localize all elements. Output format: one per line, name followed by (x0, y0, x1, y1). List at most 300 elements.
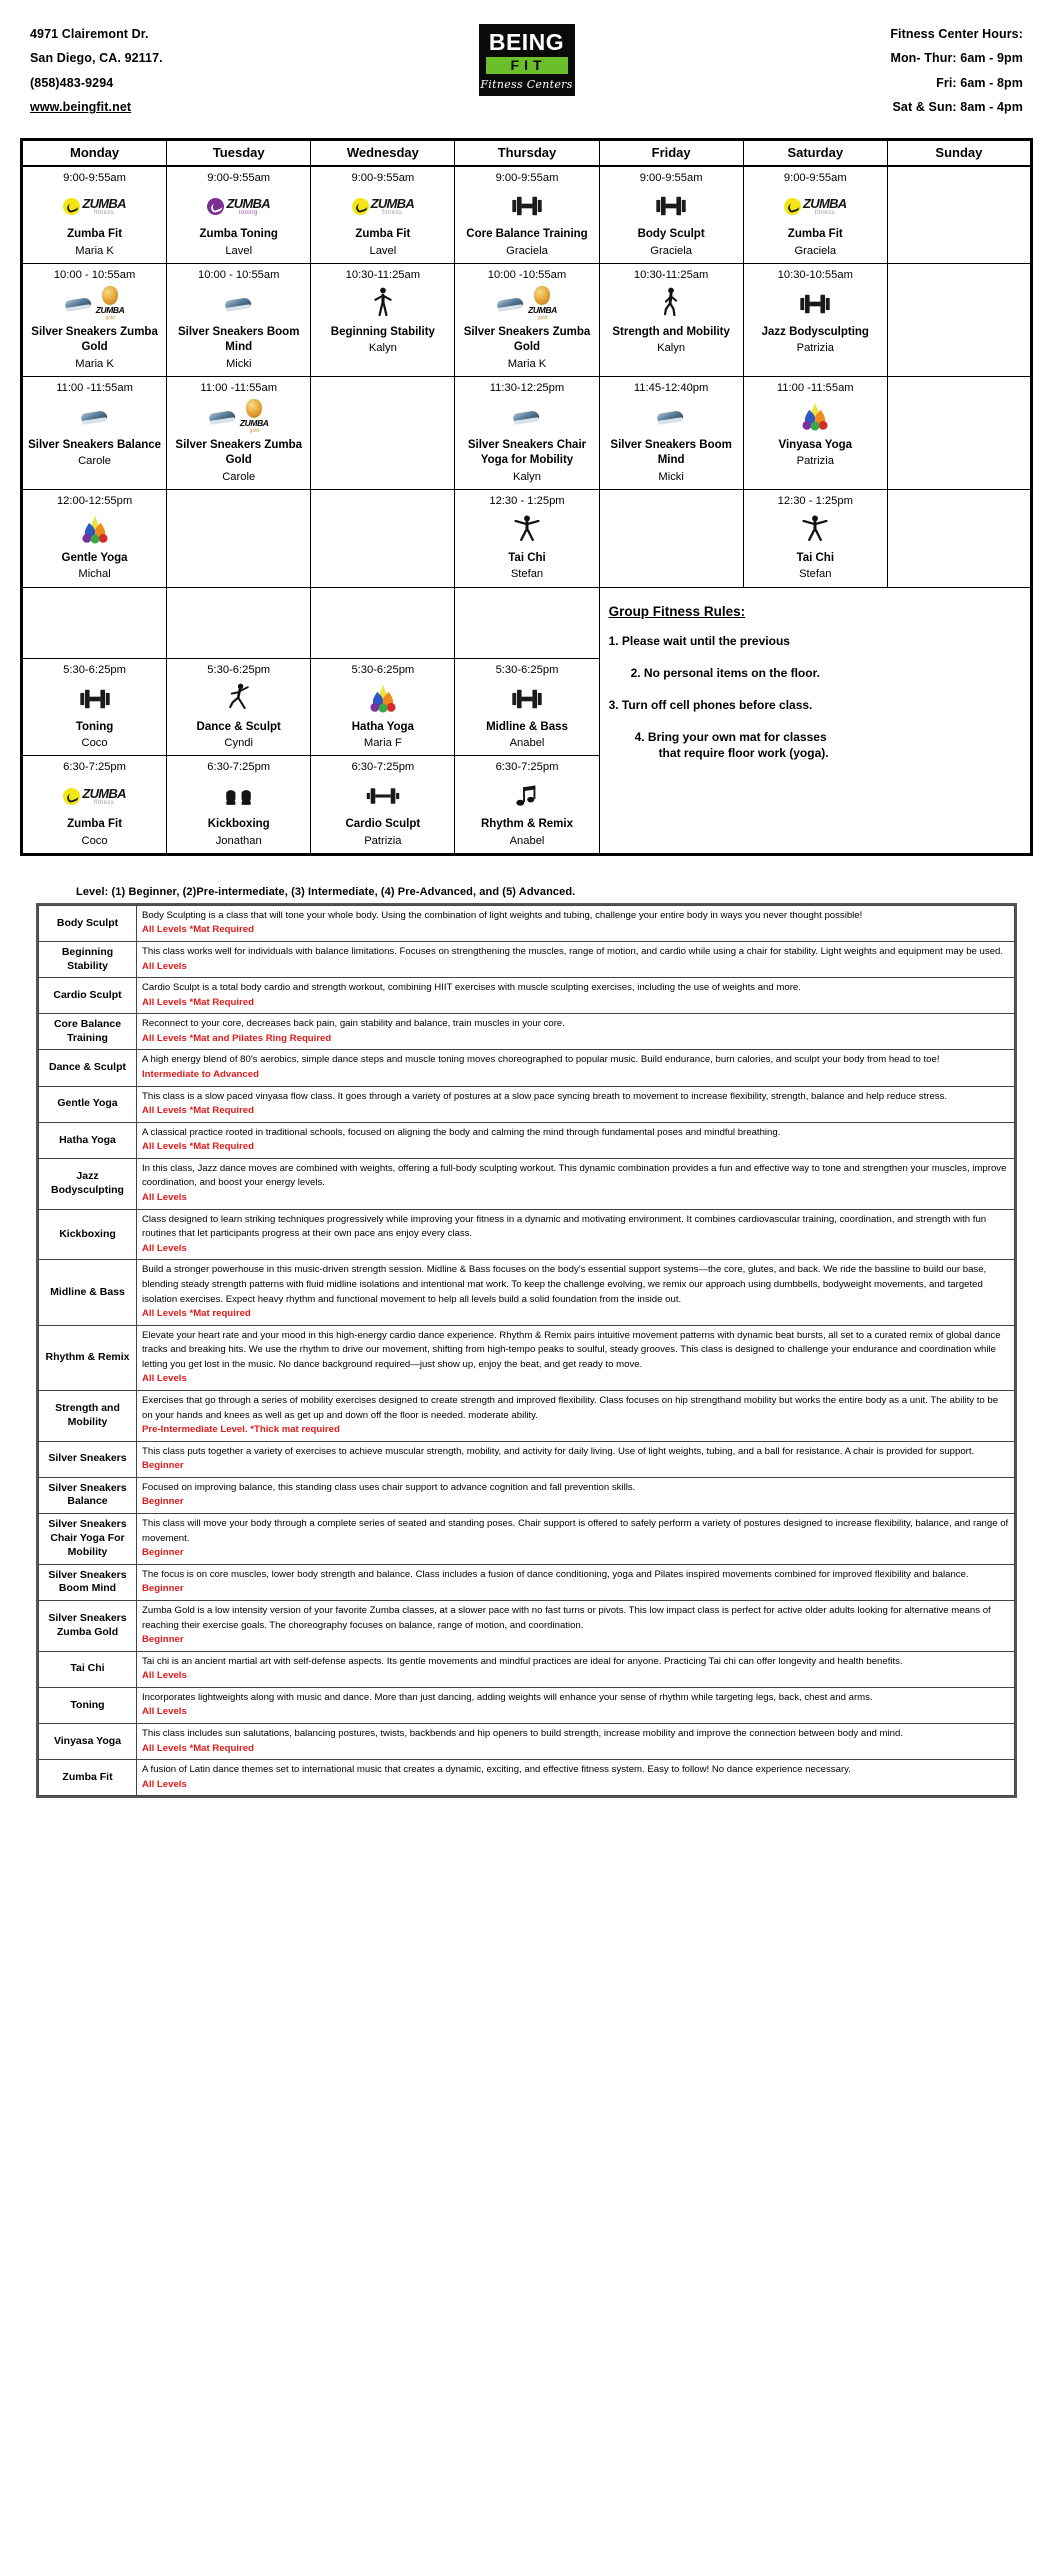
class-icon (497, 287, 557, 321)
address-line-1: 4971 Clairemont Dr. (30, 27, 149, 41)
class-cell[interactable] (23, 166, 167, 264)
description-class-name: Silver Sneakers Balance (39, 1477, 137, 1513)
description-body: This class puts together a variety of exercises to achieve muscular strength, mobility, and activity for daily living. Use of light weights, tubing, and a ball for resistance. A chair is provided for support. (142, 1445, 975, 1457)
description-text (137, 905, 1015, 941)
class-name: Silver Sneakers Boom Mind (610, 438, 732, 467)
class-cell[interactable] (167, 658, 311, 756)
day-header-friday: Friday (599, 140, 743, 166)
description-body: Reconnect to your core, decreases back pain, gain stability and balance, train muscles in your core. (142, 1018, 565, 1030)
description-body: Cardio Sculpt is a total body cardio and strength workout, combining HIIT exercises with muscle sculpting exercises, including the use of weights and more. (142, 982, 801, 994)
class-instructor: Micki (225, 357, 252, 370)
class-icon (801, 513, 829, 547)
dumbbell-icon (654, 194, 688, 218)
description-row (39, 1441, 1015, 1477)
description-text (137, 1723, 1015, 1759)
day-header-wednesday: Wednesday (311, 140, 455, 166)
description-body: This class works well for individuals with balance limitations. Focuses on strengthening the muscles, range of motion, and cardio while using a chair for stability. Light weights and equipment may be used. (142, 945, 1004, 957)
class-time: 12:00-12:55pm (56, 495, 133, 508)
class-time: 5:30-6:25pm (63, 663, 126, 676)
description-class-name: Core Balance Training (39, 1014, 137, 1050)
class-time: 5:30-6:25pm (495, 663, 559, 676)
class-name: Beginning Stability (330, 325, 435, 338)
class-time: 11:00 -11:55am (776, 382, 854, 395)
description-level-note: All Levels (142, 960, 187, 972)
class-instructor: Lavel (225, 244, 253, 257)
description-class-name: Zumba Fit (39, 1760, 137, 1796)
class-icon (660, 287, 682, 321)
description-text (137, 1158, 1015, 1209)
description-level-note: All Levels *Mat Required (142, 1105, 254, 1117)
class-cell[interactable] (455, 166, 599, 264)
class-name: Silver Sneakers Zumba Gold (175, 438, 302, 467)
group-fitness-rules (599, 587, 1030, 853)
class-time: 9:00-9:55am (783, 171, 847, 184)
description-body: Incorporates lightweights along with music and dance. More than just dancing, adding weights will enhance your sense of rhythm while targeting legs, back, chest and arms. (142, 1691, 873, 1703)
class-time: 6:30-7:25pm (63, 761, 126, 774)
class-name: Cardio Sculpt (345, 818, 421, 831)
class-instructor: Stefan (510, 568, 544, 581)
description-class-name: Rhythm & Remix (39, 1325, 137, 1390)
description-level-note: All Levels *Mat Required (142, 996, 254, 1008)
class-cell[interactable] (311, 166, 455, 264)
class-time: 11:45-12:40pm (633, 382, 709, 395)
description-body: Tai chi is an ancient martial art with self-defense aspects. Its gentle movements and mindful practices are ideal for anyone. Practicing Tai chi can offer longevity and health benefits. (142, 1655, 903, 1667)
sneaker-zumba-gold-icon: ZUMBA gold (209, 399, 269, 434)
class-icon (78, 682, 112, 716)
rules-title: Group Fitness Rules: (608, 603, 746, 619)
address-line-2: San Diego, CA. 92117. (30, 51, 163, 66)
class-descriptions-table (36, 903, 1017, 1798)
description-row (39, 1086, 1015, 1122)
class-cell[interactable] (455, 658, 599, 756)
empty-cell (599, 490, 743, 588)
class-time: 6:30-7:25pm (351, 761, 415, 774)
description-body: A fusion of Latin dance themes set to international music that creates a dynamic, exciting, and effective fitness system. Easy to follow! No dance experience necessary. (142, 1764, 851, 1776)
logo-being-text: BEING (488, 28, 565, 55)
class-name: Rhythm & Remix (480, 818, 573, 831)
class-name: Hatha Yoga (351, 720, 414, 733)
class-time: 6:30-7:25pm (207, 761, 271, 774)
class-name: Tai Chi (508, 551, 546, 564)
hours-title: Fitness Center Hours: (890, 27, 1023, 41)
description-level-note: All Levels (142, 1242, 187, 1254)
class-cell[interactable] (23, 377, 167, 490)
description-class-name: Hatha Yoga (39, 1122, 137, 1158)
class-name: Silver Sneakers Chair Yoga for Mobility (467, 438, 587, 467)
class-cell[interactable] (599, 166, 743, 264)
class-name: Zumba Fit (67, 228, 123, 241)
class-cell[interactable] (23, 756, 167, 854)
class-name: Zumba Fit (67, 818, 123, 831)
description-row (39, 941, 1015, 977)
class-icon (227, 682, 251, 716)
description-level-note: All Levels (142, 1373, 187, 1385)
empty-cell (455, 587, 599, 658)
dumbbell-icon (798, 292, 832, 316)
class-icon (223, 779, 254, 813)
description-class-name: Beginning Stability (39, 941, 137, 977)
description-text (137, 1050, 1015, 1086)
class-icon (207, 189, 269, 223)
class-time: 10:30-11:25am (345, 269, 421, 282)
class-icon (80, 513, 110, 547)
sneaker-icon (513, 409, 541, 424)
description-row (39, 1651, 1015, 1687)
class-cell[interactable] (743, 264, 887, 377)
class-instructor: Micki (658, 470, 684, 483)
empty-cell (887, 166, 1030, 264)
zumba-fitness-icon: ZUMBA fitness (352, 197, 414, 216)
hours-line-1: Mon- Thur: 6am - 9pm (890, 51, 1023, 66)
empty-cell (167, 587, 311, 658)
description-text (137, 1514, 1015, 1565)
class-instructor: Graciela (794, 244, 837, 257)
class-name: Dance & Sculpt (196, 720, 281, 733)
description-row (39, 1391, 1015, 1442)
class-name: Jazz Bodysculpting (761, 325, 869, 338)
class-name: Silver Sneakers Zumba Gold (31, 325, 158, 354)
description-class-name: Tai Chi (39, 1651, 137, 1687)
description-row (39, 1014, 1015, 1050)
class-cell[interactable] (455, 264, 599, 377)
empty-cell (887, 377, 1030, 490)
class-instructor: Coco (81, 737, 108, 750)
description-row (39, 978, 1015, 1014)
description-text (137, 978, 1015, 1014)
zumba-fitness-icon: ZUMBA fitness (63, 197, 125, 216)
class-instructor: Kalyn (512, 470, 541, 483)
day-header-thursday: Thursday (455, 140, 599, 166)
class-time: 10:30-11:25am (633, 269, 709, 282)
class-instructor: Graciela (506, 244, 548, 257)
description-level-note: Beginner (142, 1634, 184, 1646)
description-body: Focused on improving balance, this standing class uses chair support to advance cognition and fall prevention skills. (142, 1481, 636, 1493)
description-body: Class designed to learn striking techniques progressively while improving your fitness in a dynamic and motivating environment. It combines cardiovascular training, coordination, and strength with fun routines that let participants progress at their own pace ans enjoy every class. (142, 1213, 987, 1240)
class-icon (798, 287, 832, 321)
yoga-flame-icon (800, 401, 830, 432)
class-instructor: Kalyn (657, 342, 686, 355)
rules-row (23, 587, 1031, 658)
logo-fit-text: FIT (486, 57, 568, 75)
description-text (137, 1391, 1015, 1442)
class-name: Tai Chi (796, 551, 835, 564)
rule-item: 1. Please wait until the previous (608, 633, 790, 648)
class-name: Core Balance Training (466, 228, 588, 241)
description-body: Body Sculpting is a class that will tone your whole body. Using the combination of light weights and tubing, challenge your entire body in ways you never thought possible! (142, 909, 863, 921)
class-instructor: Graciela (650, 244, 692, 257)
rule-item: 3. Turn off cell phones before class. (608, 698, 813, 713)
class-icon (352, 189, 414, 223)
description-body: Elevate your heart rate and your mood in this high-energy cardio dance experience. Rhythm & Remix pairs intuitive movement patterns with dynamic beat bursts, all set to a curated remix of global dance tracks and breaking hits. We use the rhythm to drive our movement, shifting from high-tempo peaks to soulful, steady grooves. This class is designed to challenge your endurance and coordination while letting you get lost in the music. No dance background required—just show up, enjoy the beat, and get ready to move. (142, 1329, 1001, 1370)
description-level-note: Pre-Intermediate Level. *Thick mat required (142, 1424, 340, 1436)
description-level-note: All Levels (142, 1670, 187, 1682)
description-class-name: Kickboxing (39, 1209, 137, 1260)
description-row (39, 1477, 1015, 1513)
class-instructor: Michal (78, 568, 111, 581)
class-time: 9:00-9:55am (63, 171, 126, 184)
class-cell[interactable] (311, 264, 455, 377)
class-icon (209, 400, 269, 434)
description-level-note: All Levels *Mat Required (142, 1141, 254, 1153)
class-cell[interactable] (167, 264, 311, 377)
description-level-note: All Levels *Mat required (142, 1308, 251, 1320)
description-row (39, 1260, 1015, 1325)
class-time: 12:30 - 1:25pm (489, 495, 565, 508)
class-icon (510, 189, 544, 223)
class-cell[interactable] (23, 490, 167, 588)
dance-figure-icon (227, 682, 251, 715)
description-body: A high energy blend of 80's aerobics, simple dance steps and muscle toning moves choreographed to popular music. Build endurance, burn calories, and sculpt your body from head to toe! (142, 1054, 940, 1066)
weekly-schedule (20, 138, 1033, 856)
being-fit-logo (479, 24, 575, 96)
description-text (137, 1687, 1015, 1723)
class-name: Midline & Bass (486, 720, 568, 733)
class-cell[interactable] (455, 377, 599, 490)
website-link[interactable]: www.beingfit.net (30, 100, 132, 115)
class-time: 9:00-9:55am (495, 171, 559, 184)
description-class-name: Cardio Sculpt (39, 978, 137, 1014)
class-instructor: Maria K (75, 357, 114, 370)
description-body: Build a stronger powerhouse in this music-driven strength session. Midline & Bass focuses on the body's essential support systems—the core, glutes, and back. We ride the bassline to build our base, blending steady strength patterns with fluid midline isolations and intentional mat work. To keep the challenge evolving, we remix our approach using dumbbells, bodyweight movements, and targeted isolation exercises. Expect heavy rhythm and functional movement to help all levels build a solid foundation from the inside out. (142, 1264, 987, 1305)
class-icon (65, 287, 125, 321)
class-cell[interactable] (23, 264, 167, 377)
class-icon (513, 400, 541, 434)
class-time: 11:00 -11:55am (56, 382, 133, 395)
class-cell[interactable] (743, 490, 887, 588)
dumbbell-icon (510, 194, 544, 218)
class-name: Gentle Yoga (61, 551, 128, 564)
class-cell[interactable] (167, 166, 311, 264)
walking-figure-icon (660, 287, 682, 321)
description-class-name: Gentle Yoga (39, 1086, 137, 1122)
description-level-note: All Levels (142, 1192, 187, 1204)
description-class-name: Silver Sneakers Chair Yoga For Mobility (39, 1514, 137, 1565)
class-name: Silver Sneakers Zumba Gold (463, 325, 591, 354)
day-header-saturday: Saturday (743, 140, 887, 166)
dumbbell-icon (510, 687, 544, 711)
class-instructor: Carole (222, 470, 256, 483)
class-instructor: Patrizia (796, 342, 834, 355)
description-row (39, 1325, 1015, 1390)
class-name: Zumba Fit (787, 228, 843, 241)
class-instructor: Kalyn (368, 342, 397, 355)
class-instructor: Patrizia (364, 834, 402, 847)
boxing-gloves-icon (223, 785, 254, 808)
schedule-row (23, 264, 1031, 377)
class-cell[interactable] (167, 756, 311, 854)
class-cell[interactable] (311, 756, 455, 854)
class-icon (784, 189, 846, 223)
hours-block (890, 22, 1023, 120)
empty-cell (167, 490, 311, 588)
day-header-tuesday: Tuesday (167, 140, 311, 166)
description-level-note: All Levels *Mat Required (142, 924, 254, 936)
sneaker-icon (81, 409, 109, 424)
class-time: 5:30-6:25pm (207, 663, 271, 676)
description-text (137, 1760, 1015, 1796)
description-text (137, 1651, 1015, 1687)
description-row (39, 1564, 1015, 1600)
class-instructor: Patrizia (796, 455, 834, 468)
description-row (39, 1158, 1015, 1209)
day-header-row (23, 140, 1031, 166)
class-icon (657, 400, 685, 434)
rule-item: 4. Bring your own mat for classes that require floor work (yoga). (634, 730, 829, 761)
class-cell[interactable] (599, 377, 743, 490)
schedule-row (23, 377, 1031, 490)
class-name: Zumba Toning (199, 228, 278, 241)
class-icon (513, 779, 540, 813)
description-body: Zumba Gold is a low intensity version of your favorite Zumba classes, at a slower pace with no fast turns or pivots. This low impact class is perfect for active older adults looking for alternative means of reaching their exercise goals. The choreography focuses on balance, range of motion, and coordination. (142, 1604, 991, 1631)
description-text (137, 1325, 1015, 1390)
description-class-name: Strength and Mobility (39, 1391, 137, 1442)
description-text (137, 1014, 1015, 1050)
class-time: 10:00 - 10:55am (197, 269, 280, 282)
description-row (39, 1760, 1015, 1796)
sneaker-icon (657, 409, 685, 424)
description-body: Exercises that go through a series of mobility exercises designed to create strength and improved flexibility. Class focuses on hip strengthand mobility but works the entire body as a unit. The ability to be on your hands and knees as well as get up and down off the floor is needed. moderate ability. (142, 1395, 999, 1421)
zumba-fitness-icon: ZUMBA fitness (784, 197, 846, 216)
sneaker-icon (225, 296, 253, 311)
class-cell[interactable] (167, 377, 311, 490)
description-level-note: Beginner (142, 1496, 184, 1508)
class-time: 9:00-9:55am (207, 171, 271, 184)
description-class-name: Silver Sneakers Zumba Gold (39, 1600, 137, 1651)
yoga-flame-icon (368, 683, 398, 714)
description-level-note: All Levels (142, 1778, 187, 1790)
barbell-icon (366, 784, 400, 808)
class-instructor: Anabel (509, 737, 545, 750)
class-time: 6:30-7:25pm (495, 761, 559, 774)
class-name: Strength and Mobility (612, 325, 730, 338)
class-time: 10:00 -10:55am (487, 269, 567, 282)
description-class-name: Jazz Bodysculpting (39, 1158, 137, 1209)
description-level-note: All Levels *Mat Required (142, 1742, 254, 1754)
address-block (30, 22, 163, 120)
class-time: 12:30 - 1:25pm (777, 495, 853, 508)
description-level-note: All Levels *Mat and Pilates Ring Required (142, 1032, 332, 1044)
class-icon (510, 682, 544, 716)
tai-chi-figure-icon (513, 514, 541, 546)
logo-tagline: Fitness Centers (480, 78, 573, 92)
description-class-name: Vinyasa Yoga (39, 1723, 137, 1759)
class-icon (63, 189, 125, 223)
description-text (137, 1122, 1015, 1158)
description-text (137, 1209, 1015, 1260)
description-body: This class includes sun salutations, balancing postures, twists, backbends and hip openers to build strength, increase mobility and improve the connection between body and mind. (142, 1727, 904, 1739)
class-time: 10:00 - 10:55am (53, 269, 136, 282)
class-time: 11:00 -11:55am (200, 382, 278, 395)
class-instructor: Coco (81, 834, 108, 847)
description-row (39, 905, 1015, 941)
description-level-note: All Levels (142, 1706, 187, 1718)
description-text (137, 1477, 1015, 1513)
empty-cell (311, 587, 455, 658)
class-name: Silver Sneakers Balance (28, 438, 162, 451)
schedule-row (23, 490, 1031, 588)
class-cell[interactable] (743, 377, 887, 490)
description-row (39, 1050, 1015, 1086)
description-text (137, 1086, 1015, 1122)
class-time: 10:30-10:55am (777, 269, 853, 282)
class-instructor: Jonathan (215, 834, 262, 847)
empty-cell (311, 377, 455, 490)
description-level-note: Beginner (142, 1583, 184, 1595)
class-instructor: Maria K (507, 357, 547, 370)
class-icon (63, 779, 125, 813)
dumbbell-icon (78, 687, 112, 711)
class-cell[interactable] (23, 658, 167, 756)
description-body: The focus is on core muscles, lower body strength and balance. Class includes a fusion of dance conditioning, yoga and Pilates inspired movements combined for improved flexibility and balance. (142, 1568, 969, 1580)
description-row (39, 1209, 1015, 1260)
description-class-name: Dance & Sculpt (39, 1050, 137, 1086)
description-text (137, 1441, 1015, 1477)
class-name: Body Sculpt (637, 228, 705, 241)
description-row (39, 1600, 1015, 1651)
description-body: This class is a slow paced vinyasa flow class. It goes through a variety of postures at a slow pace syncing breath to movement to increase flexibility, strength, balance and help reduce stress. (142, 1090, 948, 1102)
class-instructor: Stefan (799, 568, 832, 581)
page-header (18, 0, 1035, 134)
description-class-name: Silver Sneakers Boom Mind (39, 1564, 137, 1600)
sneaker-zumba-gold-icon: ZUMBA gold (65, 286, 125, 321)
class-cell[interactable] (743, 166, 887, 264)
description-class-name: Toning (39, 1687, 137, 1723)
description-row (39, 1687, 1015, 1723)
description-body: A classical practice rooted in traditional schools, focused on aligning the body and calming the mind through fundamental poses and mindful breathing. (142, 1126, 781, 1138)
description-level-note: Intermediate to Advanced (142, 1069, 259, 1081)
class-icon (225, 287, 253, 321)
class-instructor: Anabel (509, 834, 545, 847)
description-level-note: Beginner (142, 1547, 184, 1559)
music-note-icon (513, 784, 540, 809)
description-text (137, 1260, 1015, 1325)
class-icon (368, 682, 398, 716)
class-name: Kickboxing (207, 818, 270, 831)
sneaker-zumba-gold-icon: ZUMBA gold (497, 286, 557, 321)
yoga-flame-icon (80, 514, 110, 545)
class-instructor: Cyndi (224, 737, 254, 750)
class-instructor: Maria K (75, 244, 114, 257)
empty-cell (23, 587, 167, 658)
class-icon (513, 513, 541, 547)
class-cell[interactable] (455, 756, 599, 854)
empty-cell (887, 490, 1030, 588)
class-icon (366, 779, 400, 813)
class-icon (372, 287, 394, 321)
class-cell[interactable] (311, 658, 455, 756)
class-name: Toning (75, 720, 114, 733)
description-class-name: Midline & Bass (39, 1260, 137, 1325)
class-instructor: Maria F (363, 737, 402, 750)
class-time: 5:30-6:25pm (351, 663, 415, 676)
class-time: 9:00-9:55am (639, 171, 703, 184)
rule-item: 2. No personal items on the floor. (630, 665, 820, 680)
class-cell[interactable] (599, 264, 743, 377)
level-legend: Level: (1) Beginner, (2)Pre-intermediate, (3) Intermediate, (4) Pre-Advanced, and (5) Advanced. (76, 885, 576, 898)
class-icon (800, 400, 830, 434)
empty-cell (887, 264, 1030, 377)
zumba-toning-icon: ZUMBA toning (207, 197, 269, 216)
class-cell[interactable] (455, 490, 599, 588)
schedule-row (23, 166, 1031, 264)
day-header-monday: Monday (23, 140, 167, 166)
description-level-note: Beginner (142, 1460, 184, 1472)
day-header-sunday: Sunday (887, 140, 1030, 166)
standing-figure-icon (372, 287, 394, 321)
hours-line-3: Sat & Sun: 8am - 4pm (892, 100, 1023, 115)
description-text (137, 1564, 1015, 1600)
zumba-fitness-icon: ZUMBA fitness (63, 787, 125, 806)
